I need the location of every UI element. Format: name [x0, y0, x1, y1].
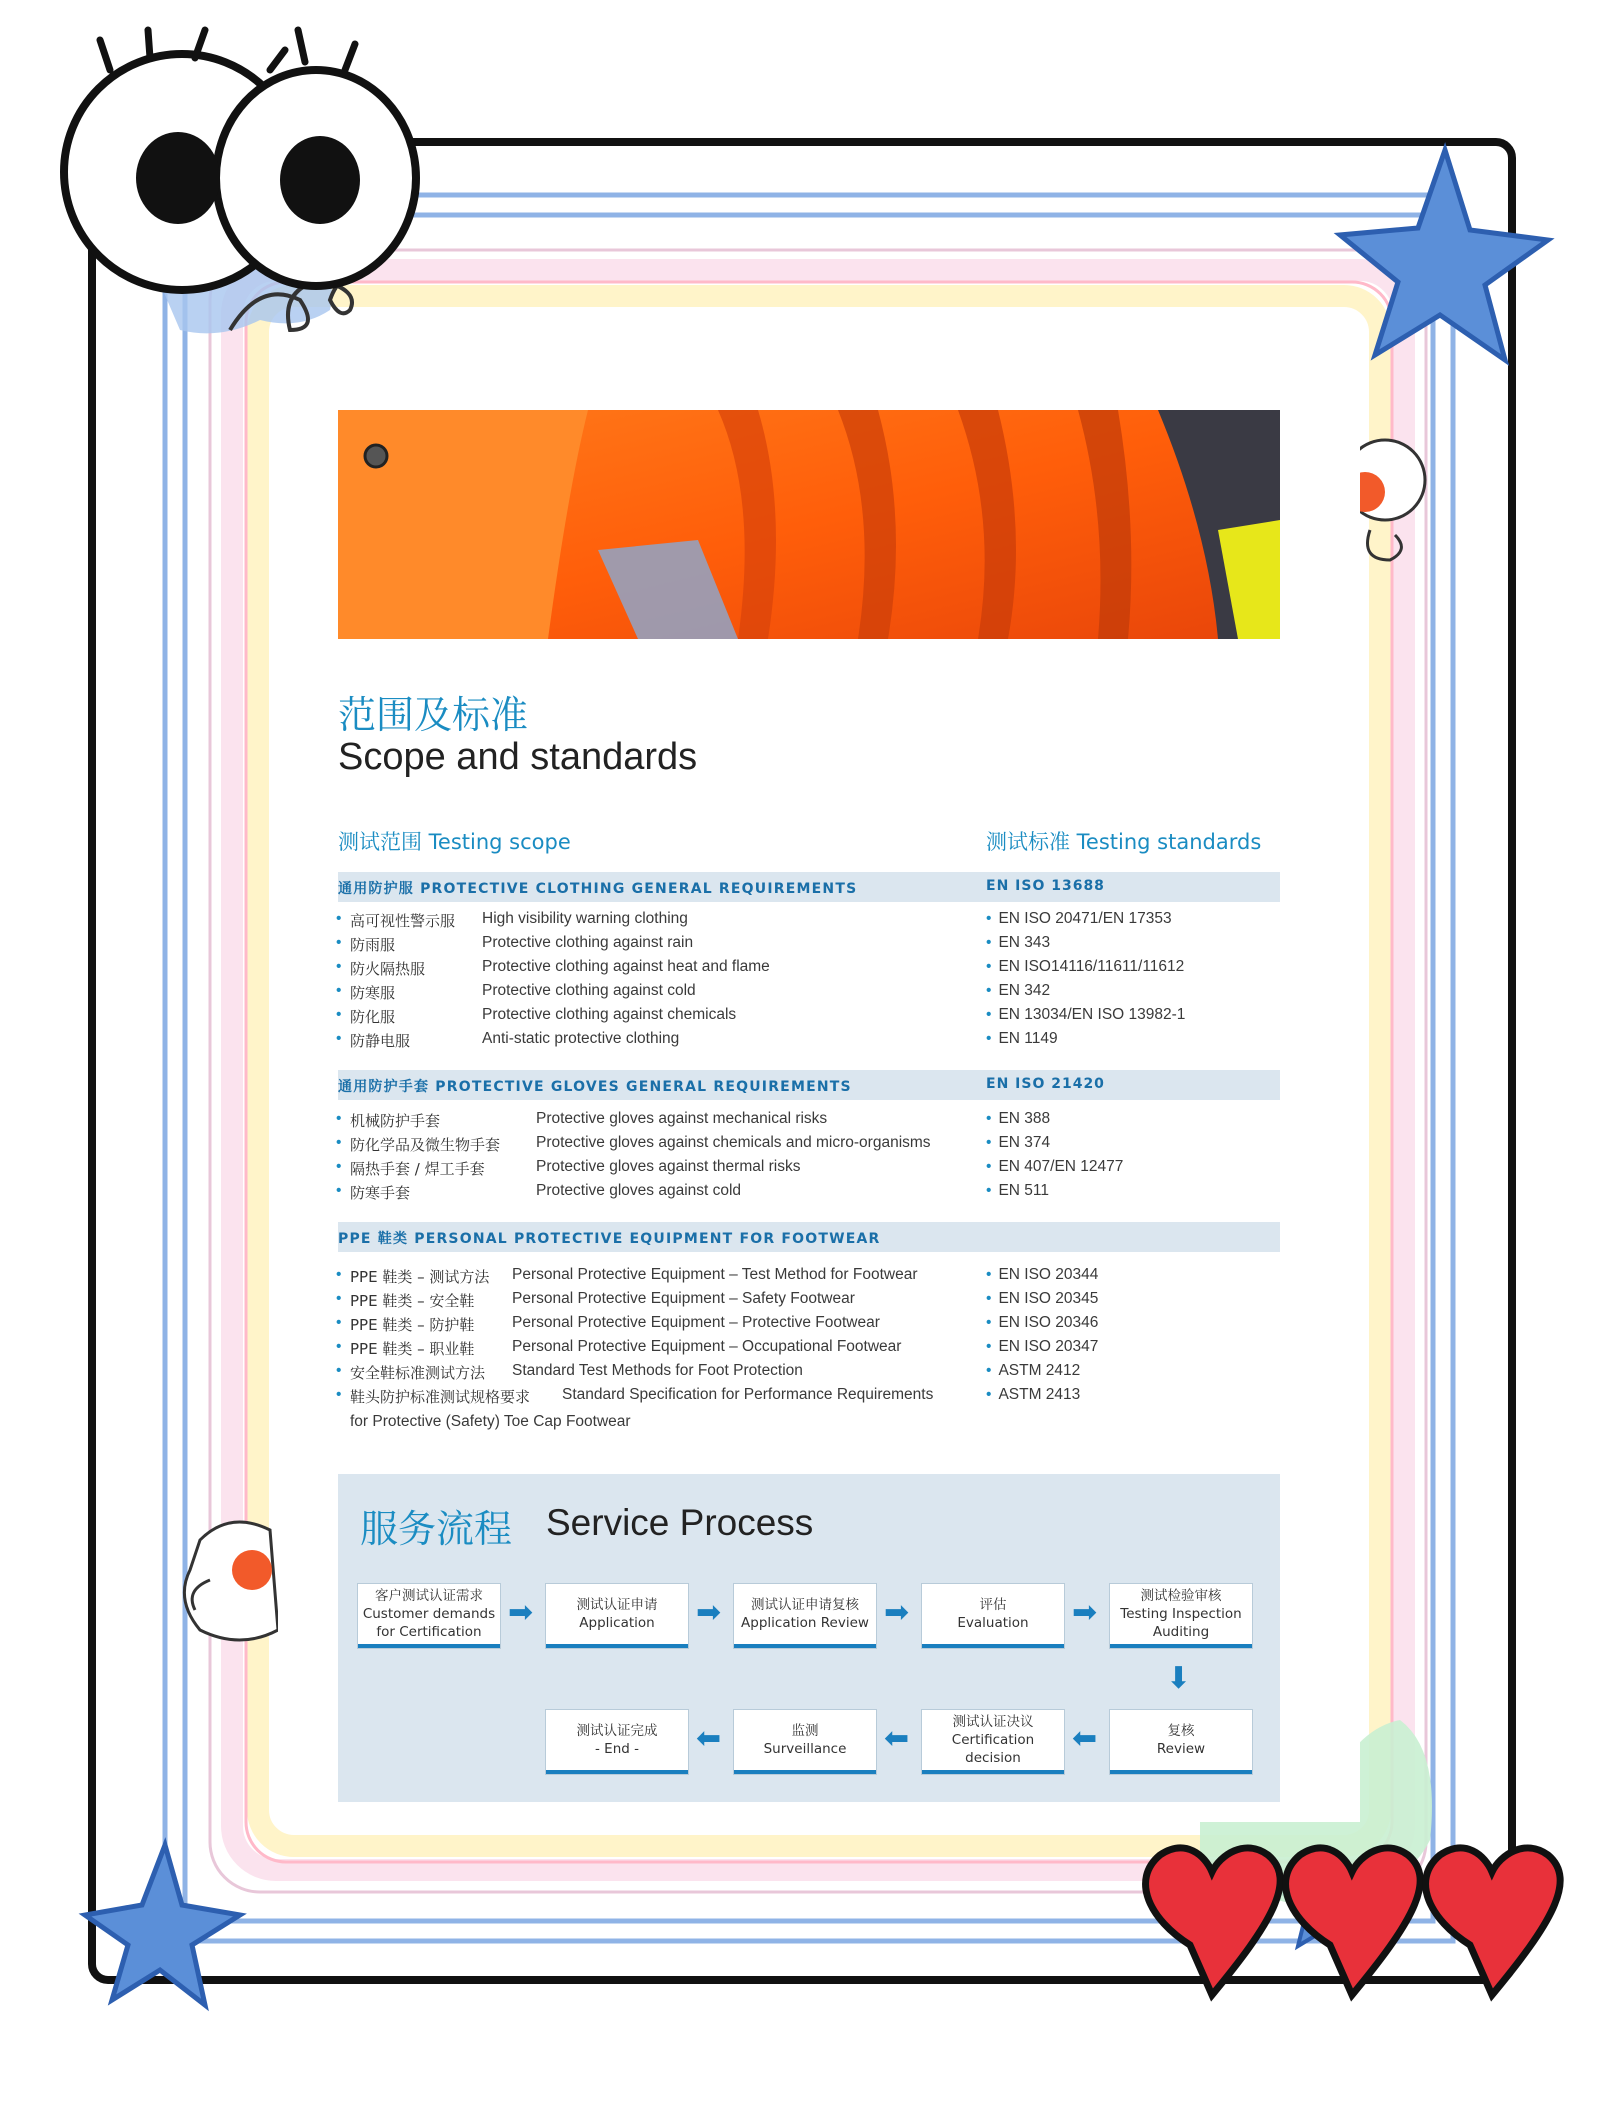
arrow-right-icon: ➡ — [884, 1595, 910, 1630]
arrow-down-icon: ⬇ — [1166, 1661, 1192, 1696]
standard-item: • EN 388 — [986, 1110, 1051, 1127]
process-step: 测试认证申请复核 Application Review — [734, 1584, 876, 1648]
process-step: 测试检验审核 Testing Inspection Auditing — [1110, 1584, 1252, 1648]
arrow-left-icon: ⬅ — [1072, 1721, 1098, 1756]
arrow-right-icon: ➡ — [696, 1595, 722, 1630]
section-standard: EN ISO 21420 — [986, 1076, 1105, 1092]
standard-item: • EN ISO 20347 — [986, 1338, 1099, 1355]
standard-item: • EN 511 — [986, 1182, 1049, 1199]
section-band-gloves — [338, 1070, 1280, 1100]
process-step: 评估 Evaluation — [922, 1584, 1064, 1648]
heart-icon — [1146, 1848, 1561, 1995]
standard-item: • ASTM 2412 — [986, 1362, 1081, 1379]
eyes-icon — [64, 30, 416, 290]
arrow-right-icon: ➡ — [508, 1595, 534, 1630]
arrow-left-icon: ⬅ — [696, 1721, 722, 1756]
standard-item: • EN 13034/EN ISO 13982-1 — [986, 1006, 1186, 1023]
standard-item: • EN ISO 20471/EN 17353 — [986, 910, 1172, 927]
standard-item: • EN 1149 — [986, 1030, 1058, 1047]
service-process-panel — [338, 1474, 1280, 1802]
section-band-clothing — [338, 872, 1280, 902]
orange-jackets-image — [338, 410, 1280, 639]
standard-item: • EN ISO 20346 — [986, 1314, 1099, 1331]
section-label: 通用防护手套 PROTECTIVE GLOVES GENERAL REQUIREMENTS — [338, 1079, 852, 1095]
standard-item: • EN 407/EN 12477 — [986, 1158, 1124, 1175]
service-title-en: Service Process — [546, 1502, 814, 1543]
process-step: 测试认证决议 Certification decision — [922, 1710, 1064, 1774]
section-band-footwear — [338, 1222, 1280, 1252]
section-label: 通用防护服 PROTECTIVE CLOTHING GENERAL REQUIREMENTS — [338, 881, 858, 897]
flower-icon — [184, 1522, 278, 1640]
list-item-continuation: for Protective (Safety) Toe Cap Footwear — [350, 1413, 631, 1430]
standard-item: • EN ISO 20344 — [986, 1266, 1099, 1283]
standard-item: • EN 343 — [986, 934, 1051, 951]
standard-item: • EN ISO 20345 — [986, 1290, 1099, 1307]
title-cn: 范围及标准 — [338, 693, 529, 737]
section-standard: EN ISO 13688 — [986, 878, 1105, 894]
process-step: 测试认证申请 Application — [546, 1584, 688, 1648]
title-en: Scope and standards — [338, 736, 698, 778]
process-step: 客户测试认证需求 Customer demands for Certification — [358, 1584, 500, 1648]
standard-item: • ASTM 2413 — [986, 1386, 1081, 1403]
section-label: PPE 鞋类 PERSONAL PROTECTIVE EQUIPMENT FOR FOOTWEAR — [338, 1231, 881, 1247]
hero-image — [338, 410, 1280, 639]
arrow-left-icon: ⬅ — [884, 1721, 910, 1756]
arrow-right-icon: ➡ — [1072, 1595, 1098, 1630]
testing-standards-heading: 测试标准 Testing standards — [986, 830, 1262, 854]
process-step: 复核 Review — [1110, 1710, 1252, 1774]
testing-scope-heading: 测试范围 Testing scope — [338, 830, 571, 854]
standard-item: • EN ISO14116/11611/11612 — [986, 958, 1185, 975]
process-step: 测试认证完成 - End - — [546, 1710, 688, 1774]
standard-item: • EN 342 — [986, 982, 1051, 999]
standard-item: • EN 374 — [986, 1134, 1051, 1151]
service-title-cn: 服务流程 — [360, 1507, 513, 1551]
process-step: 监测 Surveillance — [734, 1710, 876, 1774]
